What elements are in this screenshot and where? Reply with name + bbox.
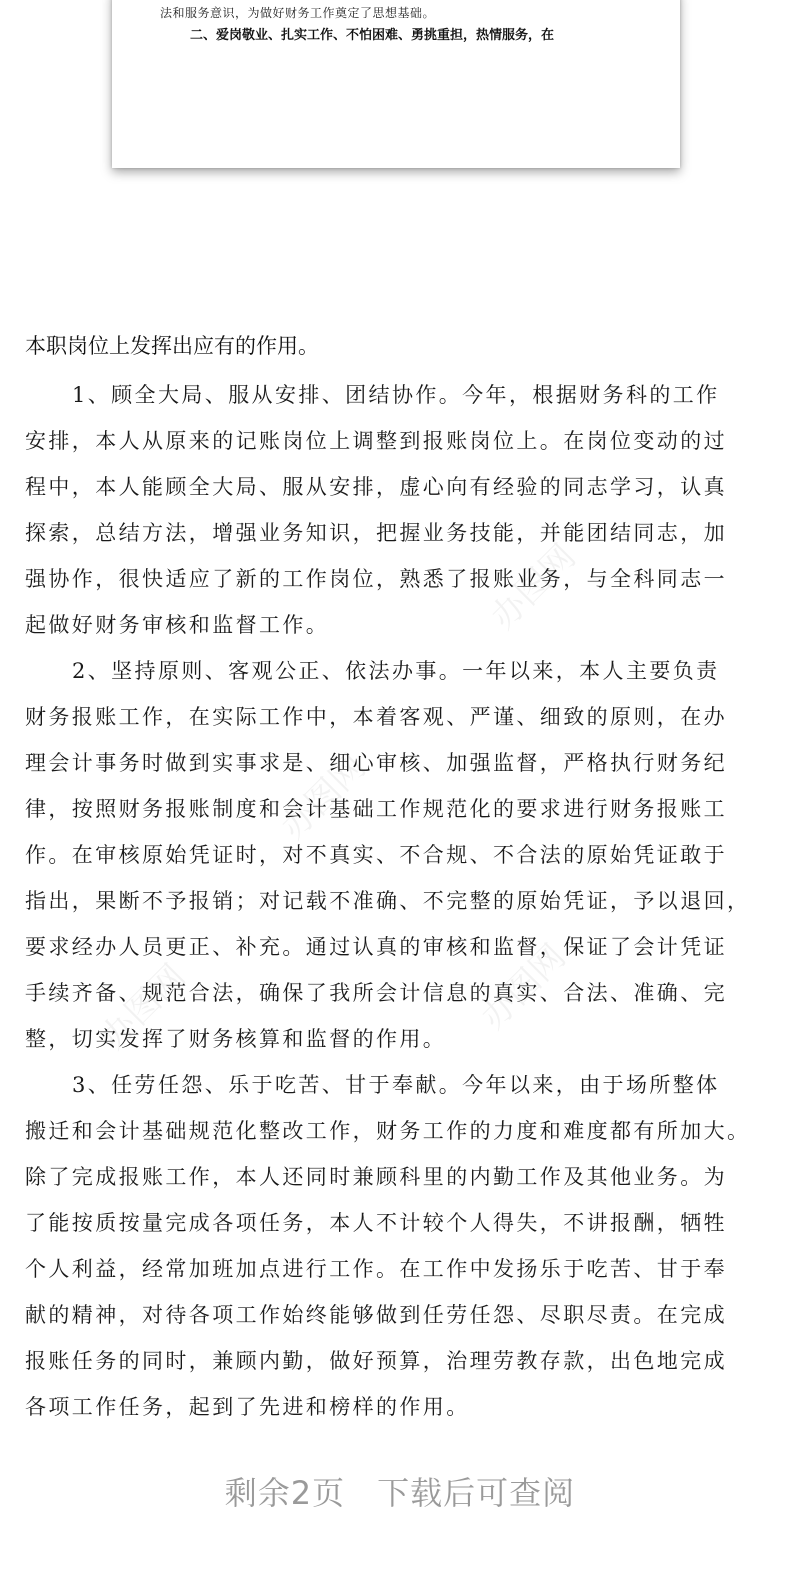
preview-text-line: 法和服务意识，为做好财务工作奠定了思想基础。 [160, 6, 436, 20]
text-line: 律，按照财务报账制度和会计基础工作规范化的要求进行财务报账工 [25, 797, 727, 821]
text-line: 搬迁和会计基础规范化整改工作，财务工作的力度和难度都有所加大。 [25, 1119, 751, 1143]
remaining-pages-label: 剩余2页 [224, 1474, 346, 1512]
paragraph-1 [25, 372, 785, 648]
text-line: 各项工作任务，起到了先进和榜样的作用。 [25, 1395, 470, 1419]
text-line: 起做好财务审核和监督工作。 [25, 613, 330, 637]
watermark-logo: 办图网 [273, 746, 374, 848]
download-prompt[interactable] [0, 1468, 800, 1514]
text-line: 指出，果断不予报销；对记载不准确、不完整的原始凭证，予以退回， [25, 889, 751, 913]
text-line: 3、任劳任怨、乐于吃苦、甘于奉献。今年以来，由于场所整体 [72, 1073, 720, 1097]
text-line: 要求经办人员更正、补充。通过认真的审核和监督，保证了会计凭证 [25, 935, 727, 959]
text-line: 程中，本人能顾全大局、服从安排，虚心向有经验的同志学习，认真 [25, 475, 727, 499]
paragraph-3 [25, 1062, 785, 1430]
document-body [25, 328, 785, 1430]
text-line: 个人利益，经常加班加点进行工作。在工作中发扬乐于吃苦、甘于奉 [25, 1257, 727, 1281]
text-line: 探索，总结方法，增强业务知识，把握业务技能，并能团结同志，加 [25, 521, 727, 545]
watermark-logo: 办图网 [93, 956, 194, 1058]
text-line: 财务报账工作，在实际工作中，本着客观、严谨、细致的原则，在办 [25, 705, 727, 729]
text-line: 了能按质按量完成各项任务，本人不计较个人得失，不讲报酬，牺牲 [25, 1211, 727, 1235]
text-line: 安排，本人从原来的记账岗位上调整到报账岗位上。在岗位变动的过 [25, 429, 727, 453]
paragraph-2 [25, 648, 785, 1062]
watermark-logo: 办图网 [473, 936, 574, 1038]
watermark-logo: 办图网 [483, 536, 584, 638]
preview-text-line: 二、爱岗敬业、扎实工作、不怕困难、勇挑重担，热情服务，在 [190, 28, 555, 43]
text-line: 理会计事务时做到实事求是、细心审核、加强监督，严格执行财务纪 [25, 751, 727, 775]
text-line: 献的精神，对待各项工作始终能够做到任劳任怨、尽职尽责。在完成 [25, 1303, 727, 1327]
text-line: 强协作，很快适应了新的工作岗位，熟悉了报账业务，与全科同志一 [25, 567, 727, 591]
text-line: 2、坚持原则、客观公正、依法办事。一年以来，本人主要负责 [72, 659, 720, 683]
text-line: 手续齐备、规范合法，确保了我所会计信息的真实、合法、准确、完 [25, 981, 727, 1005]
text-line: 作。在审核原始凭证时，对不真实、不合规、不合法的原始凭证敢于 [25, 843, 727, 867]
text-line: 除了完成报账工作，本人还同时兼顾科里的内勤工作及其他业务。为 [25, 1165, 727, 1189]
text-line: 报账任务的同时，兼顾内勤，做好预算，治理劳教存款，出色地完成 [25, 1349, 727, 1373]
document-preview-card [112, 0, 680, 168]
text-line: 整，切实发挥了财务核算和监督的作用。 [25, 1027, 447, 1051]
text-line: 1、顾全大局、服从安排、团结协作。今年，根据财务科的工作 [72, 383, 720, 407]
download-to-view-label: 下载后可查阅 [377, 1474, 576, 1512]
section-heading: 本职岗位上发挥出应有的作用。 [25, 334, 319, 358]
